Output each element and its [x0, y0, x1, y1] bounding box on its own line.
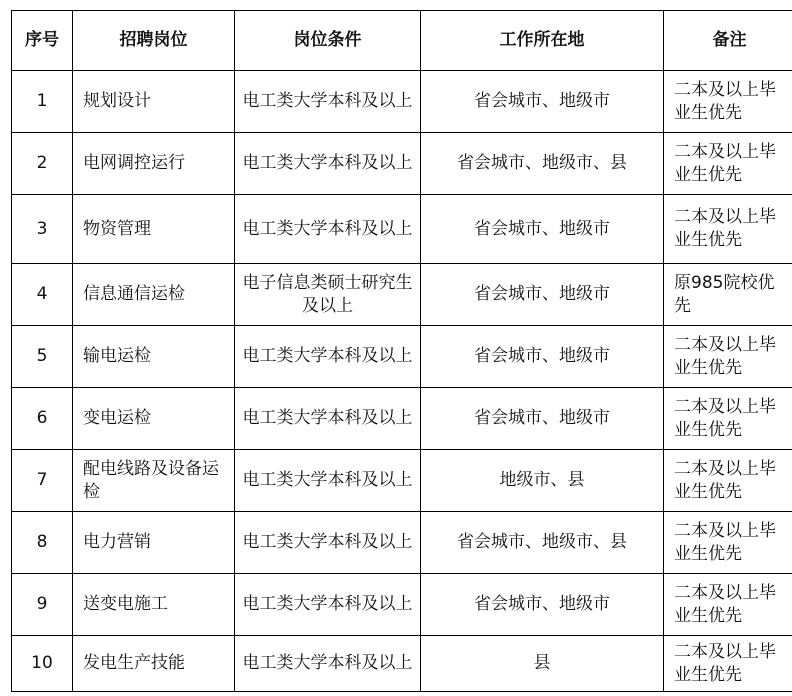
row-number: 6	[12, 388, 73, 450]
row-note: 原985院校优先	[664, 264, 792, 326]
row-location: 省会城市、地级市	[421, 388, 664, 450]
row-position: 发电生产技能	[73, 636, 235, 692]
table-row	[12, 264, 792, 326]
row-location: 省会城市、地级市	[421, 574, 664, 636]
row-requirement: 电工类大学本科及以上	[235, 388, 421, 450]
row-number: 7	[12, 450, 73, 512]
row-location: 省会城市、地级市	[421, 71, 664, 133]
row-location: 省会城市、地级市	[421, 326, 664, 388]
table-row	[12, 636, 792, 692]
table-row	[12, 574, 792, 636]
row-note: 二本及以上毕业生优先	[664, 195, 792, 264]
table-row	[12, 512, 792, 574]
row-requirement: 电工类大学本科及以上	[235, 326, 421, 388]
row-position: 配电线路及设备运检	[73, 450, 235, 512]
row-position: 电网调控运行	[73, 133, 235, 195]
row-note: 二本及以上毕业生优先	[664, 326, 792, 388]
header-requirement: 岗位条件	[235, 11, 421, 71]
row-number: 4	[12, 264, 73, 326]
table-row	[12, 195, 792, 264]
row-requirement: 电工类大学本科及以上	[235, 512, 421, 574]
row-requirement: 电工类大学本科及以上	[235, 133, 421, 195]
table-row	[12, 71, 792, 133]
row-note: 二本及以上毕业生优先	[664, 574, 792, 636]
row-note: 二本及以上毕业生优先	[664, 636, 792, 692]
row-number: 8	[12, 512, 73, 574]
row-location: 省会城市、地级市、县	[421, 133, 664, 195]
recruitment-table	[11, 10, 792, 692]
row-location: 省会城市、地级市	[421, 264, 664, 326]
row-requirement: 电工类大学本科及以上	[235, 450, 421, 512]
row-requirement: 电工类大学本科及以上	[235, 195, 421, 264]
table-row	[12, 326, 792, 388]
row-position: 电力营销	[73, 512, 235, 574]
row-position: 输电运检	[73, 326, 235, 388]
row-location: 省会城市、地级市	[421, 195, 664, 264]
row-location: 地级市、县	[421, 450, 664, 512]
row-note: 二本及以上毕业生优先	[664, 133, 792, 195]
row-position: 变电运检	[73, 388, 235, 450]
header-row	[12, 11, 792, 71]
row-position: 送变电施工	[73, 574, 235, 636]
header-location: 工作所在地	[421, 11, 664, 71]
row-location: 省会城市、地级市、县	[421, 512, 664, 574]
row-note: 二本及以上毕业生优先	[664, 388, 792, 450]
row-position: 信息通信运检	[73, 264, 235, 326]
row-requirement: 电工类大学本科及以上	[235, 636, 421, 692]
row-note: 二本及以上毕业生优先	[664, 512, 792, 574]
row-note: 二本及以上毕业生优先	[664, 450, 792, 512]
header-note: 备注	[664, 11, 792, 71]
row-number: 10	[12, 636, 73, 692]
row-requirement: 电工类大学本科及以上	[235, 71, 421, 133]
row-location: 县	[421, 636, 664, 692]
header-position: 招聘岗位	[73, 11, 235, 71]
row-requirement: 电工类大学本科及以上	[235, 574, 421, 636]
row-number: 9	[12, 574, 73, 636]
row-number: 1	[12, 71, 73, 133]
row-number: 3	[12, 195, 73, 264]
row-number: 5	[12, 326, 73, 388]
table-row	[12, 450, 792, 512]
row-position: 物资管理	[73, 195, 235, 264]
header-number: 序号	[12, 11, 73, 71]
row-position: 规划设计	[73, 71, 235, 133]
row-requirement: 电子信息类硕士研究生及以上	[235, 264, 421, 326]
table-row	[12, 133, 792, 195]
row-number: 2	[12, 133, 73, 195]
row-note: 二本及以上毕业生优先	[664, 71, 792, 133]
table-row	[12, 388, 792, 450]
